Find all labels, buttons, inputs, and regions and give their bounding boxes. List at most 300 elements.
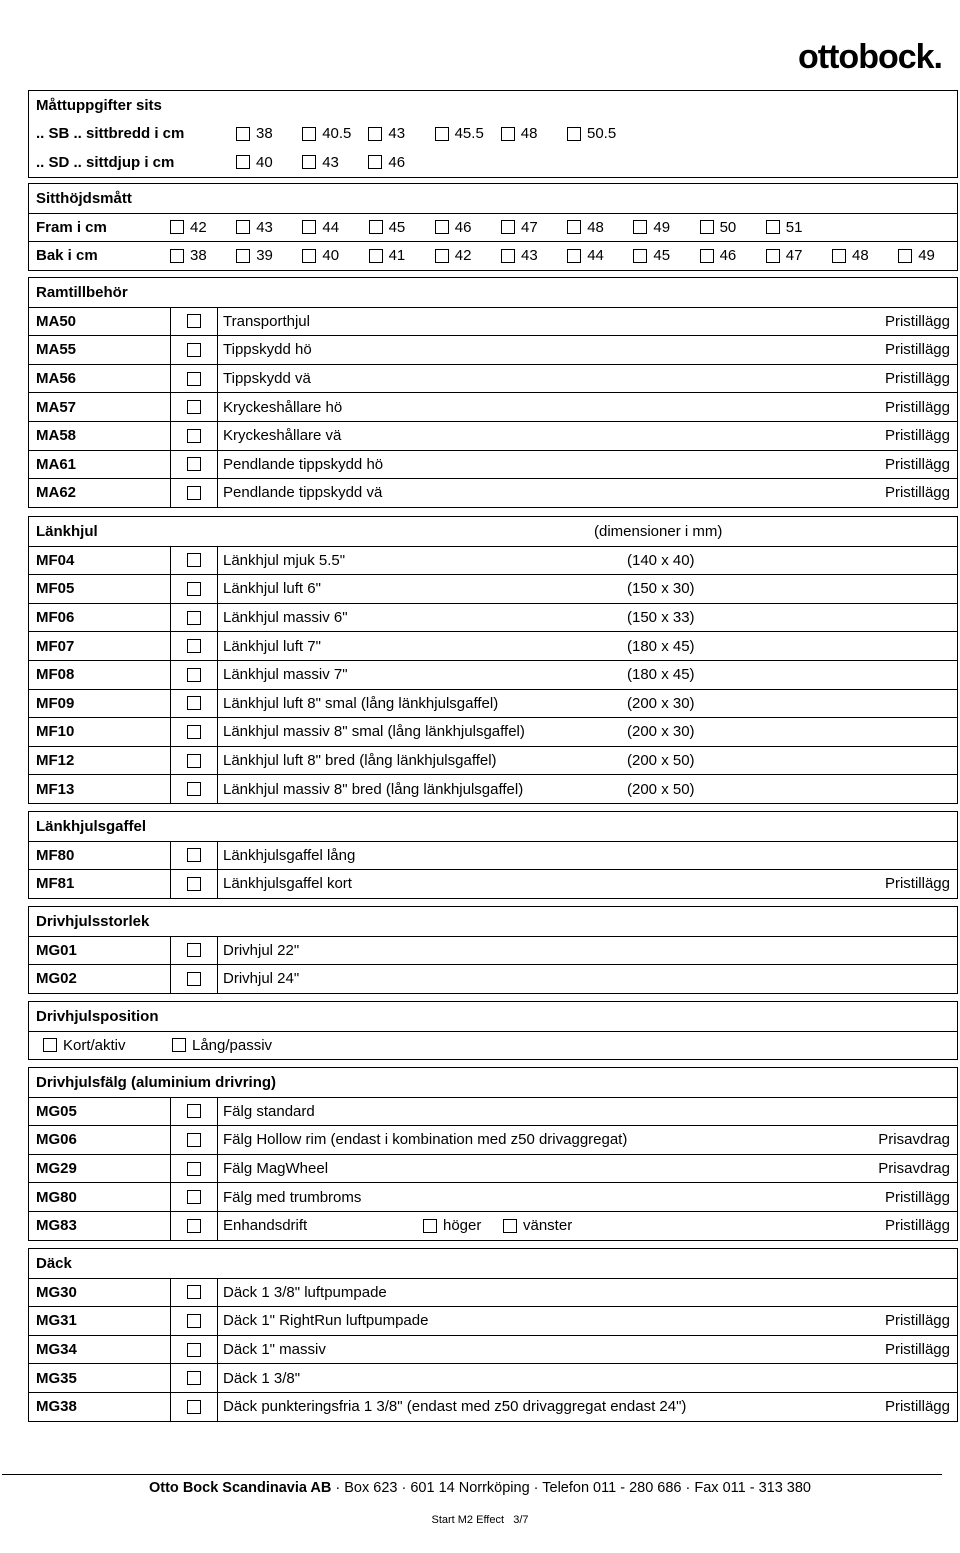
section-dack (28, 1248, 958, 1422)
item-price-note: Pristillägg (884, 484, 950, 502)
checkbox[interactable] (302, 127, 316, 141)
option-row-mg34 (29, 1335, 957, 1364)
option-label: 42 (454, 247, 472, 265)
option-row-mf12 (29, 746, 957, 775)
footer-contact: · Box 623 · 601 14 Norrköping · Telefon 011 - 280 686 · Fax 011 - 313 380 (331, 1480, 811, 1496)
checkbox[interactable] (369, 220, 383, 234)
section-drivhjulsposition (28, 1001, 958, 1060)
sd-label: .. SD .. sittdjup i cm (36, 153, 175, 171)
item-description: Länkhjulsgaffel lång (223, 846, 356, 864)
option-42[interactable] (435, 242, 472, 270)
option-label: 49 (918, 247, 935, 265)
checkbox-cell (170, 451, 218, 479)
section-title (29, 517, 957, 546)
option-label: 45 (388, 218, 406, 236)
checkbox[interactable] (567, 220, 581, 234)
checkbox[interactable] (170, 249, 184, 263)
option-label: 41 (388, 247, 406, 265)
item-code: MA55 (36, 341, 77, 359)
checkbox[interactable] (172, 1038, 186, 1052)
item-code: MF06 (36, 609, 75, 627)
option-label: 43 (322, 153, 339, 171)
option-46[interactable] (368, 148, 405, 177)
item-price-note: Pristillägg (884, 398, 950, 416)
section-lankhjul (28, 516, 958, 804)
checkbox[interactable] (302, 220, 316, 234)
item-code: MG31 (36, 1312, 77, 1330)
option-row-mg29 (29, 1154, 957, 1183)
item-code: MG80 (36, 1188, 77, 1206)
item-price-note: Pristillägg (884, 341, 950, 359)
item-dimension: (200 x 50) (627, 752, 695, 770)
option-row-ma50 (29, 307, 957, 336)
checkbox[interactable] (302, 155, 316, 169)
option-49[interactable] (898, 242, 935, 270)
option-44[interactable] (567, 242, 604, 270)
side-option-1[interactable] (503, 1212, 572, 1240)
option-label: 44 (587, 247, 604, 265)
footer-page-info (0, 1514, 960, 1526)
checkbox[interactable] (43, 1038, 57, 1052)
item-description: Länkhjul mjuk 5.5" (223, 551, 346, 569)
checkbox[interactable] (187, 1400, 201, 1414)
item-dimension: (150 x 33) (627, 609, 695, 627)
section-lankhjulsgaffel (28, 811, 958, 899)
item-description: Länkhjul massiv 8" bred (lång länkhjulsgaffel) (223, 780, 524, 798)
option-row-mf04 (29, 546, 957, 575)
item-dimension: (200 x 30) (627, 723, 695, 741)
option-46[interactable] (700, 242, 737, 270)
option-row-mg06 (29, 1125, 957, 1154)
checkbox[interactable] (187, 1162, 201, 1176)
checkbox[interactable] (567, 249, 581, 263)
item-description: Länkhjul massiv 6" (223, 609, 348, 627)
option-label: 42 (190, 218, 207, 236)
title-drivstorlek: Drivhjulsstorlek (36, 912, 150, 930)
item-code: MF04 (36, 551, 75, 569)
checkbox-cell (170, 775, 218, 803)
option-48[interactable] (501, 120, 538, 149)
checkbox-cell (170, 1336, 218, 1364)
item-dimension: (180 x 45) (627, 637, 695, 655)
checkbox[interactable] (766, 220, 780, 234)
option-label: 43 (256, 218, 273, 236)
checkbox-cell (170, 690, 218, 718)
option-row-mf05 (29, 574, 957, 603)
item-price-note: Pristillägg (884, 427, 950, 445)
item-code: MG02 (36, 970, 77, 988)
option-38[interactable] (236, 120, 273, 149)
option-50[interactable] (700, 214, 737, 242)
item-price-note: Pristillägg (884, 1341, 950, 1359)
item-description: Transporthjul (223, 312, 310, 330)
option-label: 49 (653, 218, 671, 236)
checkbox[interactable] (187, 611, 201, 625)
position-row (29, 1031, 957, 1060)
checkbox[interactable] (898, 249, 912, 263)
option-row-mf07 (29, 631, 957, 660)
option-38[interactable] (170, 242, 207, 270)
checkbox[interactable] (170, 220, 184, 234)
item-price-note: Pristillägg (884, 1188, 950, 1206)
item-description: Enhandsdrift (223, 1217, 308, 1235)
checkbox[interactable] (187, 1371, 201, 1385)
title-dack: Däck (36, 1254, 72, 1272)
checkbox[interactable] (187, 1190, 201, 1204)
item-description: Länkhjul massiv 8" smal (lång länkhjulsgaffel) (223, 723, 525, 741)
item-description: Länkhjul luft 8" bred (lång länkhjulsgaffel) (223, 752, 497, 770)
checkbox[interactable] (187, 1285, 201, 1299)
item-price-note: Pristillägg (884, 1312, 950, 1330)
sb-label: .. SB .. sittbredd i cm (36, 125, 185, 143)
checkbox[interactable] (567, 127, 581, 141)
checkbox[interactable] (187, 1104, 201, 1118)
checkbox[interactable] (501, 220, 515, 234)
item-price-note: Pristillägg (884, 1398, 950, 1416)
item-description: Drivhjul 22" (223, 941, 300, 959)
section-mattuppgifter (28, 90, 958, 178)
option-label: 46 (719, 247, 737, 265)
checkbox[interactable] (187, 372, 201, 386)
item-description: Pendlande tippskydd hö (223, 455, 384, 473)
option-row-mg30 (29, 1278, 957, 1307)
section-title (29, 278, 957, 307)
checkbox[interactable] (435, 127, 449, 141)
section-title (29, 907, 957, 936)
checkbox[interactable] (633, 249, 647, 263)
side-option-0[interactable] (423, 1212, 481, 1240)
option-label: 45.5 (454, 125, 484, 143)
option-44[interactable] (302, 214, 339, 242)
option-row-mg80 (29, 1182, 957, 1211)
section-ramtillbehor (28, 277, 958, 508)
checkbox-cell (170, 1364, 218, 1392)
checkbox[interactable] (187, 1219, 201, 1233)
checkbox[interactable] (187, 553, 201, 567)
checkbox[interactable] (501, 249, 515, 263)
option-row-mf09 (29, 689, 957, 718)
item-description: Däck 1" massiv (223, 1341, 326, 1359)
checkbox[interactable] (187, 848, 201, 862)
item-description: Pendlande tippskydd vä (223, 484, 383, 502)
option-label: 47 (521, 218, 538, 236)
checkbox[interactable] (236, 249, 250, 263)
title-falg: Drivhjulsfälg (aluminium drivring) (36, 1073, 277, 1091)
option-row-mf06 (29, 603, 957, 632)
title-drivhjulsposition: Drivhjulsposition (36, 1007, 159, 1025)
option-46[interactable] (435, 214, 472, 242)
option-47[interactable] (501, 214, 538, 242)
fram-row (29, 213, 957, 242)
item-description: Länkhjul luft 6" (223, 580, 321, 598)
checkbox[interactable] (187, 639, 201, 653)
checkbox-cell (170, 1126, 218, 1154)
item-code: MG06 (36, 1131, 77, 1149)
option-49[interactable] (633, 214, 670, 242)
option-45[interactable] (369, 214, 406, 242)
item-description: Länkhjul luft 7" (223, 637, 321, 655)
option-label: 48 (520, 125, 538, 143)
checkbox-cell (170, 718, 218, 746)
checkbox-cell (170, 747, 218, 775)
item-description: Fälg Hollow rim (endast i kombination med z50 drivaggregat) (223, 1131, 628, 1149)
option-48[interactable] (567, 214, 604, 242)
option-label: 48 (852, 247, 869, 265)
item-code: MF12 (36, 752, 75, 770)
section-title (29, 91, 957, 120)
item-dimension: (200 x 50) (627, 780, 695, 798)
section-sitthojd (28, 183, 958, 271)
option-label: Kort/aktiv (63, 1036, 126, 1054)
sd-row (29, 148, 957, 177)
item-description: Fälg MagWheel (223, 1160, 329, 1178)
checkbox-cell (170, 422, 218, 450)
option-45[interactable] (633, 242, 670, 270)
checkbox[interactable] (435, 220, 449, 234)
bak-label: Bak i cm (36, 247, 98, 265)
checkbox[interactable] (368, 127, 382, 141)
section-title (29, 1249, 957, 1278)
option-43[interactable] (368, 120, 405, 149)
item-description: Däck 1 3/8" (223, 1369, 301, 1387)
option-label: 50 (719, 218, 737, 236)
item-price-note: Pristillägg (884, 1217, 950, 1235)
checkbox[interactable] (187, 1133, 201, 1147)
checkbox[interactable] (187, 877, 201, 891)
option-row-ma55 (29, 335, 957, 364)
option-label: 50.5 (587, 125, 617, 143)
footer-doc-name: Start M2 Effect (431, 1514, 505, 1526)
checkbox[interactable] (187, 972, 201, 986)
footer-company: Otto Bock Scandinavia AB (149, 1480, 332, 1496)
bak-row (29, 241, 957, 270)
item-code: MF07 (36, 637, 75, 655)
ottobock-logo: ottobock. (798, 38, 942, 76)
item-description: Länkhjul massiv 7" (223, 666, 348, 684)
checkbox-cell (170, 1183, 218, 1211)
option-40[interactable] (302, 242, 339, 270)
footer-address (0, 1480, 960, 1496)
item-price-note: Pristillägg (884, 312, 950, 330)
item-code: MG01 (36, 941, 77, 959)
checkbox[interactable] (832, 249, 846, 263)
option-row-ma57 (29, 392, 957, 421)
option-label: 51 (785, 218, 803, 236)
item-description: Länkhjulsgaffel kort (223, 875, 352, 893)
option-row-mg31 (29, 1306, 957, 1335)
option-39[interactable] (236, 242, 273, 270)
item-description: Däck punkteringsfria 1 3/8" (endast med z50 drivaggregat endast 24") (223, 1398, 687, 1416)
checkbox[interactable] (369, 249, 383, 263)
checkbox[interactable] (700, 220, 714, 234)
checkbox[interactable] (187, 400, 201, 414)
sb-row (29, 120, 957, 149)
option-row-mf81 (29, 869, 957, 898)
option-51[interactable] (766, 214, 803, 242)
checkbox-cell (170, 965, 218, 993)
item-price-note: Pristillägg (884, 875, 950, 893)
option-label: 40 (256, 153, 273, 171)
option-label: 48 (587, 218, 604, 236)
option-43[interactable] (302, 148, 339, 177)
checkbox[interactable] (187, 582, 201, 596)
item-description: Drivhjul 24" (223, 970, 300, 988)
checkbox[interactable] (187, 314, 201, 328)
page-number: 3/7 (513, 1514, 529, 1526)
option-row-ma61 (29, 450, 957, 479)
item-code: MF80 (36, 846, 75, 864)
checkbox[interactable] (236, 155, 250, 169)
checkbox[interactable] (187, 457, 201, 471)
option-row-mg05 (29, 1097, 957, 1126)
option-label: 46 (388, 153, 406, 171)
checkbox[interactable] (766, 249, 780, 263)
fram-label: Fram i cm (36, 218, 107, 236)
checkbox[interactable] (302, 249, 316, 263)
item-code: MA62 (36, 484, 77, 502)
item-description: Tippskydd hö (223, 341, 312, 359)
item-code: MA58 (36, 427, 77, 445)
item-price-note: Pristillägg (884, 455, 950, 473)
option-row-mf13 (29, 774, 957, 803)
option-41[interactable] (369, 242, 406, 270)
checkbox[interactable] (187, 696, 201, 710)
item-code: MG34 (36, 1341, 77, 1359)
item-code: MF05 (36, 580, 75, 598)
checkbox[interactable] (187, 725, 201, 739)
option-row-mg01 (29, 936, 957, 965)
checkbox-cell (170, 479, 218, 507)
checkbox[interactable] (187, 429, 201, 443)
option-label: 38 (190, 247, 207, 265)
item-dimension: (150 x 30) (627, 580, 695, 598)
item-description: Kryckeshållare vä (223, 427, 342, 445)
checkbox[interactable] (501, 127, 515, 141)
checkbox[interactable] (633, 220, 647, 234)
item-dimension: (140 x 40) (627, 551, 695, 569)
option-label: 45 (653, 247, 671, 265)
item-code: MA56 (36, 370, 77, 388)
checkbox-cell (170, 336, 218, 364)
checkbox[interactable] (187, 343, 201, 357)
checkbox-cell (170, 1393, 218, 1421)
option-label: 46 (454, 218, 472, 236)
checkbox[interactable] (187, 782, 201, 796)
title-gaffel: Länkhjulsgaffel (36, 817, 147, 835)
item-dimension: (180 x 45) (627, 666, 695, 684)
item-description: Däck 1" RightRun luftpumpade (223, 1312, 429, 1330)
option-row-mg83 (29, 1211, 957, 1240)
item-price-note: Pristillägg (884, 370, 950, 388)
item-price-note: Prisavdrag (878, 1131, 950, 1149)
checkbox[interactable] (187, 943, 201, 957)
section-title (29, 1002, 957, 1031)
option-43[interactable] (236, 214, 273, 242)
item-description: Däck 1 3/8" luftpumpade (223, 1283, 387, 1301)
option-kort-aktiv[interactable] (43, 1032, 126, 1060)
item-code: MG30 (36, 1283, 77, 1301)
item-code: MG35 (36, 1369, 77, 1387)
checkbox-cell (170, 842, 218, 870)
item-code: MG29 (36, 1160, 77, 1178)
checkbox-cell (170, 1212, 218, 1240)
option-label: 40.5 (322, 125, 352, 143)
checkbox[interactable] (187, 486, 201, 500)
checkbox-cell (170, 1098, 218, 1126)
item-description: Tippskydd vä (223, 370, 311, 388)
item-dimension: (200 x 30) (627, 694, 695, 712)
option-50.5[interactable] (567, 120, 616, 149)
option-row-ma56 (29, 364, 957, 393)
checkbox[interactable] (368, 155, 382, 169)
option-lang-passiv[interactable] (172, 1032, 272, 1060)
checkbox[interactable] (187, 668, 201, 682)
option-40[interactable] (236, 148, 273, 177)
section-title (29, 184, 957, 213)
checkbox-cell (170, 393, 218, 421)
option-40.5[interactable] (302, 120, 351, 149)
checkbox-cell (170, 1307, 218, 1335)
checkbox[interactable] (187, 1343, 201, 1357)
item-code: MF81 (36, 875, 75, 893)
item-code: MF09 (36, 694, 75, 712)
checkbox[interactable] (423, 1219, 437, 1233)
option-row-mf80 (29, 841, 957, 870)
checkbox[interactable] (187, 754, 201, 768)
option-48[interactable] (832, 242, 869, 270)
checkbox[interactable] (236, 127, 250, 141)
item-description: Länkhjul luft 8" smal (lång länkhjulsgaffel) (223, 694, 499, 712)
side-option-label: höger (443, 1217, 482, 1235)
item-code: MA50 (36, 312, 77, 330)
title-lankhjul: Länkhjul (36, 522, 98, 540)
item-description: Kryckeshållare hö (223, 398, 343, 416)
checkbox[interactable] (236, 220, 250, 234)
option-45.5[interactable] (435, 120, 484, 149)
footer-divider (2, 1474, 942, 1475)
checkbox[interactable] (435, 249, 449, 263)
title-mattuppgifter: Måttuppgifter sits (36, 96, 162, 114)
option-label: 44 (322, 218, 340, 236)
option-43[interactable] (501, 242, 538, 270)
checkbox[interactable] (700, 249, 714, 263)
option-label: 43 (388, 125, 406, 143)
item-code: MA57 (36, 398, 77, 416)
option-row-mg35 (29, 1363, 957, 1392)
option-label: 40 (322, 247, 340, 265)
option-47[interactable] (766, 242, 803, 270)
option-label: 39 (256, 247, 273, 265)
option-row-mg38 (29, 1392, 957, 1421)
side-option-label: vänster (523, 1217, 573, 1235)
option-label: 38 (256, 125, 273, 143)
checkbox-cell (170, 604, 218, 632)
option-label: 47 (785, 247, 803, 265)
section-title (29, 1068, 957, 1097)
option-row-ma58 (29, 421, 957, 450)
checkbox[interactable] (503, 1219, 517, 1233)
section-drivhjulsfalg (28, 1067, 958, 1241)
option-label: 43 (521, 247, 538, 265)
section-title (29, 812, 957, 841)
dimension-header: (dimensioner i mm) (594, 522, 723, 540)
checkbox[interactable] (187, 1314, 201, 1328)
option-42[interactable] (170, 214, 207, 242)
item-code: MG83 (36, 1217, 77, 1235)
title-ramtillbehor: Ramtillbehör (36, 283, 128, 301)
checkbox-cell (170, 870, 218, 898)
item-code: MF10 (36, 723, 75, 741)
